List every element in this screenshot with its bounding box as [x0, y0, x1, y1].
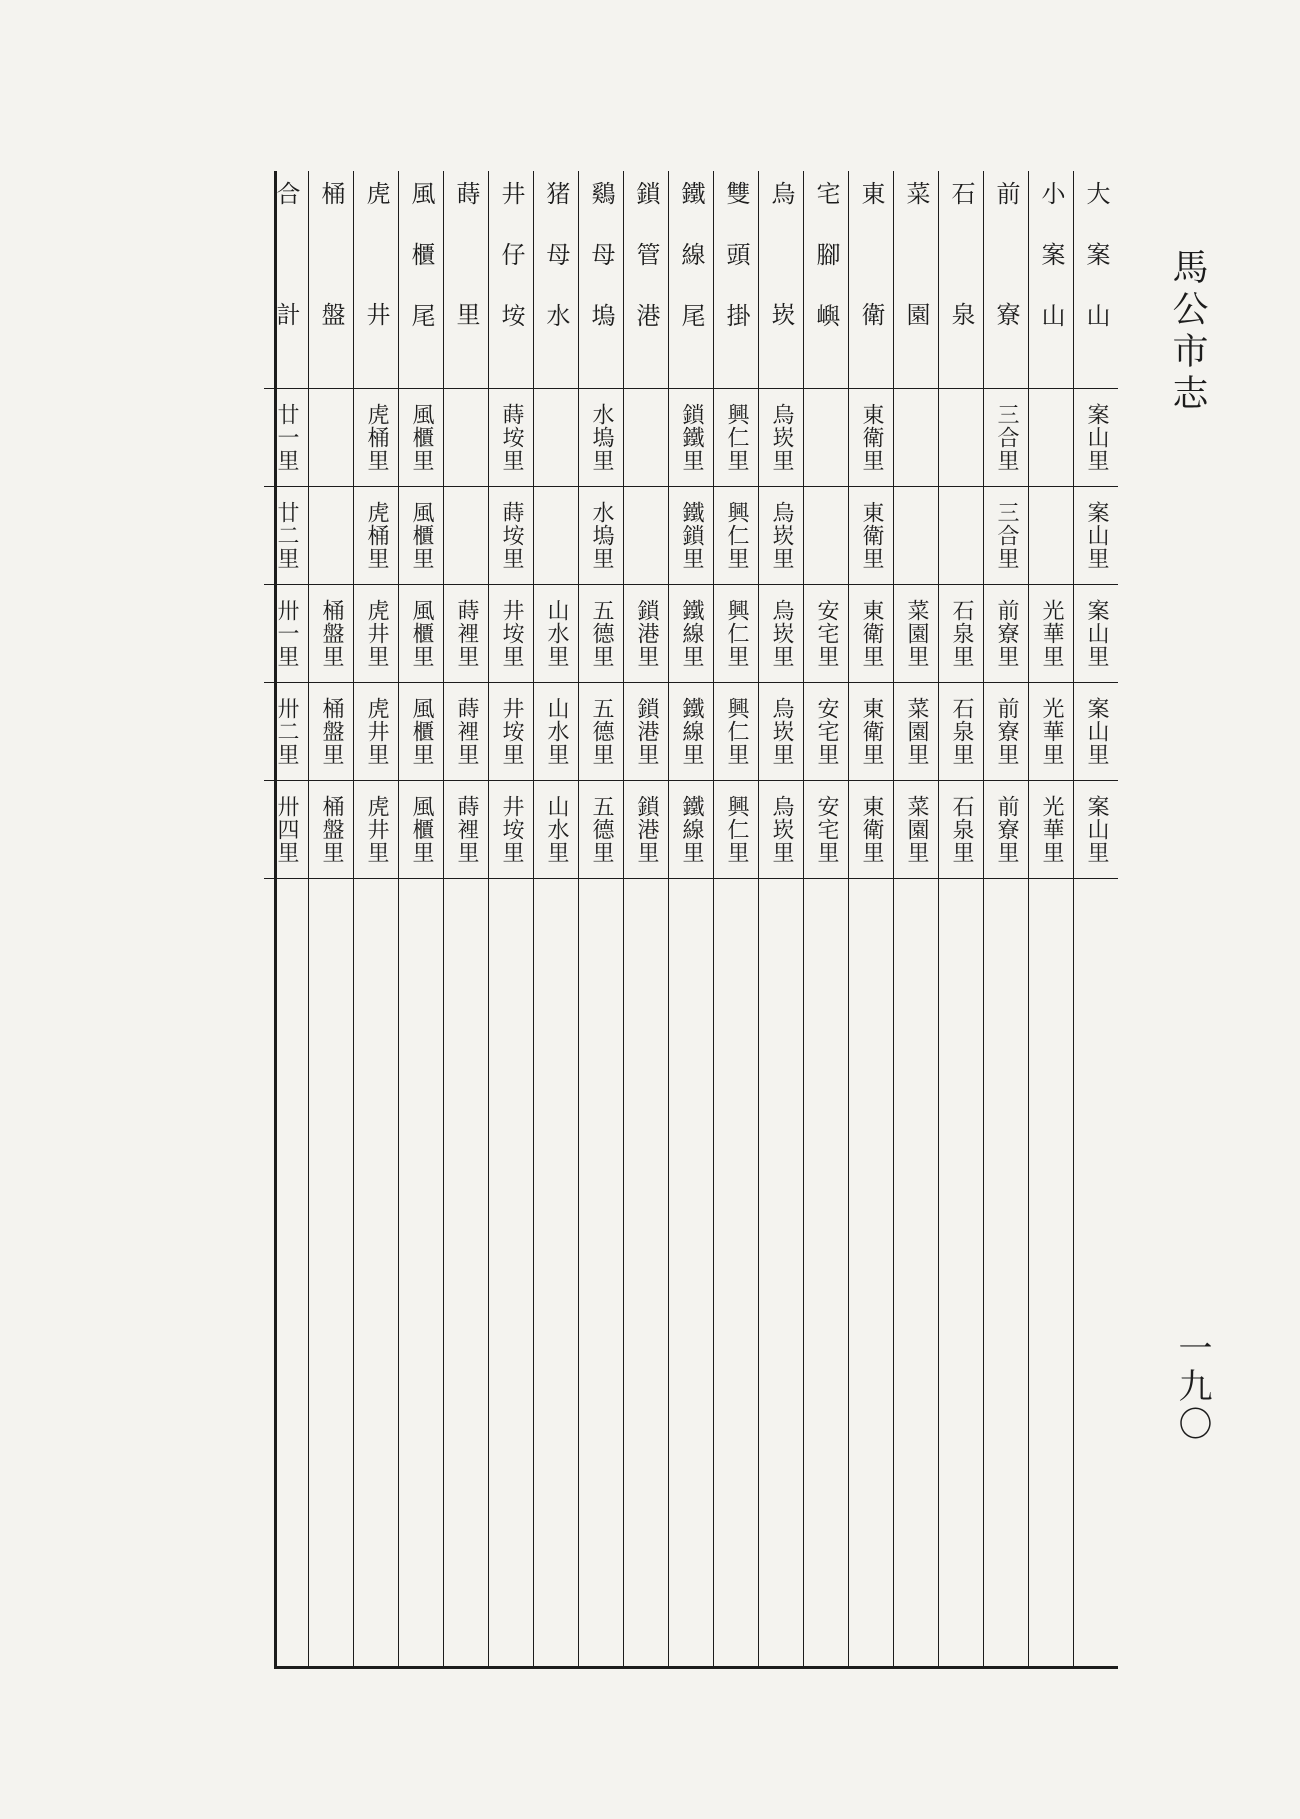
- table-cell: [984, 585, 1028, 683]
- cell-value: 蒔垵里: [499, 403, 524, 472]
- cell-value: 菜園里: [904, 697, 929, 766]
- table-cell: [534, 389, 578, 487]
- table-cell: [1074, 683, 1118, 781]
- cell-value: 蒔垵里: [499, 501, 524, 570]
- table-cell: [444, 487, 488, 585]
- place-name: 鐵線尾: [677, 181, 705, 364]
- place-name: 桶盤: [317, 181, 345, 423]
- cell-value: 風櫃里: [409, 795, 434, 864]
- table-cell: [1074, 781, 1118, 879]
- table-cell: [579, 389, 623, 487]
- cell-value: 光華里: [1039, 599, 1064, 668]
- cell-value: 石泉里: [949, 697, 974, 766]
- table-cell: [849, 487, 893, 585]
- table-cell: [984, 487, 1028, 585]
- table-cell: [534, 487, 578, 585]
- empty-note-cell: [804, 879, 848, 1666]
- cell-value: 山水里: [544, 599, 569, 668]
- table-cell: [894, 781, 938, 879]
- table-cell: [309, 487, 353, 585]
- table-cell: [264, 585, 308, 683]
- page-title: 馬公市志: [1167, 248, 1208, 416]
- table-cell: [894, 389, 938, 487]
- place-name-cell: [669, 171, 713, 389]
- table-cell: [309, 781, 353, 879]
- cell-value: 烏崁里: [769, 795, 794, 864]
- place-name-cell: [714, 171, 758, 389]
- table-cell: [939, 781, 983, 879]
- table-column: [713, 171, 758, 1666]
- place-name-cell: [939, 171, 983, 423]
- table-cell: [804, 781, 848, 879]
- place-name: 雙頭掛: [722, 181, 750, 364]
- cell-value: 石泉里: [949, 795, 974, 864]
- table-cell: [624, 389, 668, 487]
- cell-value: 桶盤里: [319, 795, 344, 864]
- table-cell: [1029, 487, 1073, 585]
- cell-value: 桶盤里: [319, 599, 344, 668]
- cell-value: 前寮里: [994, 599, 1019, 668]
- place-name: 虎井: [362, 181, 390, 423]
- page-number: 一九〇: [1172, 1330, 1212, 1444]
- cell-value: 風櫃里: [409, 697, 434, 766]
- place-name: 鎖管港: [632, 181, 660, 364]
- place-name-cell: [849, 171, 893, 423]
- table-cell: [714, 781, 758, 879]
- place-name: 菜園: [902, 181, 930, 423]
- table-column: [803, 171, 848, 1666]
- empty-note-cell: [669, 879, 713, 1666]
- place-name-cell: [894, 171, 938, 423]
- table-cell: [804, 585, 848, 683]
- table-cell: [489, 585, 533, 683]
- table-cell: [399, 389, 443, 487]
- place-name: 猪母水: [542, 181, 570, 364]
- cell-value: 興仁里: [724, 403, 749, 472]
- cell-value: 興仁里: [724, 795, 749, 864]
- table-cell: [534, 781, 578, 879]
- place-name-cell: [759, 171, 803, 423]
- table-cell: [489, 683, 533, 781]
- table-cell: [444, 781, 488, 879]
- table-column: [623, 171, 668, 1666]
- cell-value: 卅一里: [274, 599, 299, 668]
- table-cell: [309, 683, 353, 781]
- cell-value: 東衛里: [859, 697, 884, 766]
- table-cell: [489, 781, 533, 879]
- table-cell: [894, 683, 938, 781]
- table-cell: [939, 683, 983, 781]
- place-name-cell: [1029, 171, 1073, 389]
- cell-value: 井垵里: [499, 599, 524, 668]
- cell-value: 廿二里: [274, 501, 299, 570]
- cell-value: 鎖港里: [634, 697, 659, 766]
- cell-value: 鎖港里: [634, 599, 659, 668]
- empty-note-cell: [1074, 879, 1118, 1666]
- table-cell: [264, 389, 308, 487]
- place-name: 大案山: [1082, 181, 1110, 364]
- cell-value: 烏崁里: [769, 403, 794, 472]
- cell-value: 卅四里: [274, 795, 299, 864]
- table-cell: [1029, 781, 1073, 879]
- table-cell: [354, 487, 398, 585]
- cell-value: 案山里: [1084, 795, 1109, 864]
- table-cell: [759, 781, 803, 879]
- cell-value: 蒔裡里: [454, 697, 479, 766]
- table-column: [893, 171, 938, 1666]
- cell-value: 東衛里: [859, 403, 884, 472]
- place-name: 蒔里: [452, 181, 480, 423]
- village-table: [274, 171, 1118, 1669]
- cell-value: 安宅里: [814, 697, 839, 766]
- table-cell: [939, 389, 983, 487]
- table-cell: [354, 585, 398, 683]
- table-cell: [354, 781, 398, 879]
- table-cell: [534, 585, 578, 683]
- cell-value: 鎖港里: [634, 795, 659, 864]
- cell-value: 井垵里: [499, 795, 524, 864]
- cell-value: 鐵線里: [679, 697, 704, 766]
- table-column: [488, 171, 533, 1666]
- table-cell: [759, 487, 803, 585]
- empty-note-cell: [624, 879, 668, 1666]
- cell-value: 山水里: [544, 697, 569, 766]
- table-column: [533, 171, 578, 1666]
- table-cell: [669, 781, 713, 879]
- place-name: 小案山: [1037, 181, 1065, 364]
- place-name: 風櫃尾: [407, 181, 435, 364]
- cell-value: 前寮里: [994, 795, 1019, 864]
- table-column: [308, 171, 353, 1666]
- table-column: [758, 171, 803, 1666]
- cell-value: 三合里: [994, 403, 1019, 472]
- cell-value: 鐵鎖里: [679, 501, 704, 570]
- cell-value: 五德里: [589, 599, 614, 668]
- cell-value: 鐵線里: [679, 599, 704, 668]
- place-name: 鷄母塢: [587, 181, 615, 364]
- place-name: 烏崁: [767, 181, 795, 423]
- cell-value: 虎井里: [364, 697, 389, 766]
- cell-value: 興仁里: [724, 599, 749, 668]
- table-cell: [939, 487, 983, 585]
- cell-value: 菜園里: [904, 795, 929, 864]
- place-name: 前寮: [992, 181, 1020, 423]
- table-cell: [624, 585, 668, 683]
- place-name-cell: [399, 171, 443, 389]
- table-column: [668, 171, 713, 1666]
- empty-note-cell: [534, 879, 578, 1666]
- place-name: 井仔垵: [497, 181, 525, 364]
- cell-value: 案山里: [1084, 403, 1109, 472]
- cell-value: 井垵里: [499, 697, 524, 766]
- empty-note-cell: [444, 879, 488, 1666]
- table-cell: [804, 389, 848, 487]
- table-cell: [309, 389, 353, 487]
- cell-value: 風櫃里: [409, 403, 434, 472]
- cell-value: 虎井里: [364, 795, 389, 864]
- empty-note-cell: [984, 879, 1028, 1666]
- cell-value: 案山里: [1084, 599, 1109, 668]
- table-cell: [399, 683, 443, 781]
- table-cell: [849, 585, 893, 683]
- table-cell: [759, 683, 803, 781]
- table-cell: [264, 487, 308, 585]
- place-name-cell: [534, 171, 578, 389]
- table-cell: [984, 389, 1028, 487]
- cell-value: 五德里: [589, 697, 614, 766]
- table-column: [848, 171, 893, 1666]
- cell-value: 五德里: [589, 795, 614, 864]
- empty-note-cell: [1029, 879, 1073, 1666]
- cell-value: 興仁里: [724, 501, 749, 570]
- table-cell: [579, 487, 623, 585]
- cell-value: 烏崁里: [769, 599, 794, 668]
- table-cell: [579, 683, 623, 781]
- table-column: [398, 171, 443, 1666]
- place-name-cell: [984, 171, 1028, 423]
- table-cell: [624, 781, 668, 879]
- empty-note-cell: [579, 879, 623, 1666]
- cell-value: 石泉里: [949, 599, 974, 668]
- cell-value: 前寮里: [994, 697, 1019, 766]
- cell-value: 三合里: [994, 501, 1019, 570]
- place-name: 東衛: [857, 181, 885, 423]
- cell-value: 烏崁里: [769, 697, 794, 766]
- empty-note-cell: [264, 879, 308, 1666]
- cell-value: 桶盤里: [319, 697, 344, 766]
- empty-note-cell: [309, 879, 353, 1666]
- table-cell: [939, 585, 983, 683]
- table-cell: [714, 683, 758, 781]
- table-cell: [399, 585, 443, 683]
- cell-value: 光華里: [1039, 697, 1064, 766]
- place-name-cell: [579, 171, 623, 389]
- place-name-cell: [354, 171, 398, 423]
- table-cell: [849, 781, 893, 879]
- cell-value: 東衛里: [859, 599, 884, 668]
- table-cell: [1074, 389, 1118, 487]
- table-cell: [759, 389, 803, 487]
- table-cell: [714, 389, 758, 487]
- table-cell: [399, 487, 443, 585]
- cell-value: 卅二里: [274, 697, 299, 766]
- table-column: [264, 171, 308, 1666]
- place-name-cell: [309, 171, 353, 423]
- table-column: [983, 171, 1028, 1666]
- cell-value: 水塢里: [589, 501, 614, 570]
- table-cell: [669, 683, 713, 781]
- table-cell: [849, 389, 893, 487]
- table-cell: [1074, 487, 1118, 585]
- empty-note-cell: [849, 879, 893, 1666]
- place-name-cell: [264, 171, 308, 423]
- place-name: 合計: [272, 181, 300, 423]
- table-column: [353, 171, 398, 1666]
- table-cell: [1029, 585, 1073, 683]
- table-cell: [984, 781, 1028, 879]
- cell-value: 烏崁里: [769, 501, 794, 570]
- cell-value: 光華里: [1039, 795, 1064, 864]
- empty-note-cell: [714, 879, 758, 1666]
- table-column: [1028, 171, 1073, 1666]
- table-cell: [624, 683, 668, 781]
- table-cell: [399, 781, 443, 879]
- table-cell: [804, 487, 848, 585]
- table-column: [1073, 171, 1118, 1666]
- cell-value: 虎桶里: [364, 501, 389, 570]
- table-cell: [669, 585, 713, 683]
- cell-value: 山水里: [544, 795, 569, 864]
- cell-value: 蒔裡里: [454, 795, 479, 864]
- table-cell: [489, 389, 533, 487]
- empty-note-cell: [399, 879, 443, 1666]
- table-cell: [579, 585, 623, 683]
- cell-value: 水塢里: [589, 403, 614, 472]
- empty-note-cell: [759, 879, 803, 1666]
- place-name: 石泉: [947, 181, 975, 423]
- cell-value: 案山里: [1084, 697, 1109, 766]
- table-cell: [669, 487, 713, 585]
- cell-value: 風櫃里: [409, 599, 434, 668]
- table-cell: [849, 683, 893, 781]
- empty-note-cell: [939, 879, 983, 1666]
- table-cell: [264, 781, 308, 879]
- cell-value: 廿一里: [274, 403, 299, 472]
- cell-value: 東衛里: [859, 501, 884, 570]
- table-column: [443, 171, 488, 1666]
- cell-value: 菜園里: [904, 599, 929, 668]
- table-cell: [984, 683, 1028, 781]
- table-cell: [759, 585, 803, 683]
- table-cell: [354, 389, 398, 487]
- cell-value: 鎖鐵里: [679, 403, 704, 472]
- table-cell: [714, 585, 758, 683]
- table-cell: [624, 487, 668, 585]
- table-cell: [1029, 389, 1073, 487]
- empty-note-cell: [354, 879, 398, 1666]
- table-cell: [669, 389, 713, 487]
- table-cell: [1074, 585, 1118, 683]
- table-cell: [1029, 683, 1073, 781]
- place-name-cell: [489, 171, 533, 389]
- place-name-cell: [624, 171, 668, 389]
- cell-value: 蒔裡里: [454, 599, 479, 668]
- table-cell: [714, 487, 758, 585]
- table-cell: [444, 683, 488, 781]
- table-cell: [894, 585, 938, 683]
- table-cell: [534, 683, 578, 781]
- table-cell: [804, 683, 848, 781]
- table-cell: [264, 683, 308, 781]
- table-cell: [444, 585, 488, 683]
- empty-note-cell: [489, 879, 533, 1666]
- cell-value: 虎桶里: [364, 403, 389, 472]
- table-cell: [489, 487, 533, 585]
- table-column: [938, 171, 983, 1666]
- place-name-cell: [1074, 171, 1118, 389]
- table-cell: [444, 389, 488, 487]
- table-cell: [894, 487, 938, 585]
- table-column: [578, 171, 623, 1666]
- table-cell: [354, 683, 398, 781]
- cell-value: 虎井里: [364, 599, 389, 668]
- table-cell: [309, 585, 353, 683]
- place-name-cell: [444, 171, 488, 423]
- cell-value: 鐵線里: [679, 795, 704, 864]
- empty-note-cell: [894, 879, 938, 1666]
- cell-value: 案山里: [1084, 501, 1109, 570]
- cell-value: 興仁里: [724, 697, 749, 766]
- place-name: 宅腳嶼: [812, 181, 840, 364]
- table-cell: [579, 781, 623, 879]
- cell-value: 安宅里: [814, 599, 839, 668]
- cell-value: 東衛里: [859, 795, 884, 864]
- cell-value: 安宅里: [814, 795, 839, 864]
- place-name-cell: [804, 171, 848, 389]
- cell-value: 風櫃里: [409, 501, 434, 570]
